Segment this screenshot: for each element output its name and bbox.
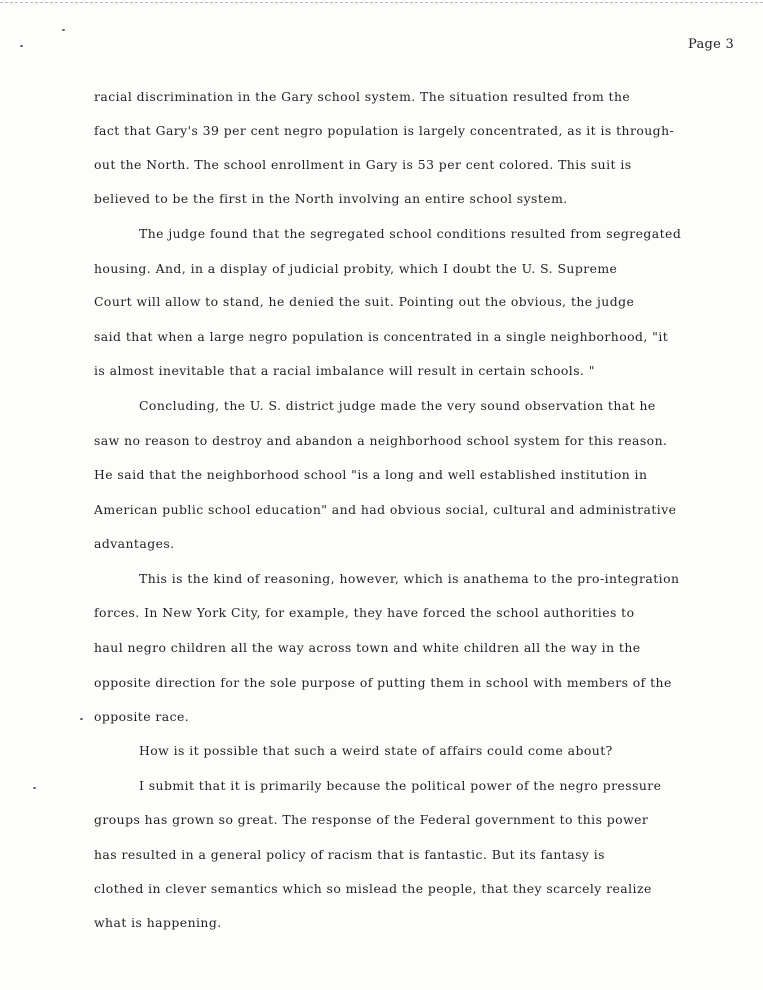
text-line: I submit that it is primarily because the political power of the negro pressure <box>139 778 662 793</box>
text-line: haul negro children all the way across town and white children all the way in the <box>94 640 641 655</box>
scan-speck <box>62 29 65 31</box>
text-line: believed to be the first in the North involving an entire school system. <box>94 191 568 206</box>
text-line: has resulted in a general policy of racism that is fantastic. But its fantasy is <box>94 847 605 862</box>
page-number: Page 3 <box>688 37 735 52</box>
text-line: racial discrimination in the Gary school system. The situation resulted from the <box>94 89 631 104</box>
text-line: groups has grown so great. The response of the Federal government to this power <box>94 812 649 827</box>
text-line: This is the kind of reasoning, however, which is anathema to the pro-integration <box>139 571 680 586</box>
text-line: what is happening. <box>94 915 222 930</box>
text-line: saw no reason to destroy and abandon a neighborhood school system for this reason. <box>94 433 668 448</box>
scan-speck <box>80 718 83 720</box>
text-line: housing. And, in a display of judicial probity, which I doubt the U. S. Supreme <box>94 261 618 276</box>
text-line: opposite direction for the sole purpose of putting them in school with members of the <box>94 675 672 690</box>
text-line: forces. In New York City, for example, they have forced the school authorities to <box>94 605 635 620</box>
text-line: How is it possible that such a weird state of affairs could come about? <box>139 743 613 758</box>
text-line: Court will allow to stand, he denied the suit. Pointing out the obvious, the judge <box>94 294 635 309</box>
page-top-edge <box>0 2 763 3</box>
text-line: fact that Gary's 39 per cent negro population is largely concentrated, as it is through- <box>94 123 675 138</box>
text-line: opposite race. <box>94 709 190 724</box>
scan-speck <box>33 787 36 789</box>
text-line: is almost inevitable that a racial imbalance will result in certain schools. " <box>94 363 595 378</box>
text-line: He said that the neighborhood school "is a long and well established institution in <box>94 467 648 482</box>
text-line: American public school education" and had obvious social, cultural and administrative <box>94 502 677 517</box>
text-line: clothed in clever semantics which so mislead the people, that they scarcely realize <box>94 881 652 896</box>
scan-speck <box>20 45 23 47</box>
text-line: said that when a large negro population is concentrated in a single neighborhood, "it <box>94 329 669 344</box>
text-line: advantages. <box>94 536 175 551</box>
text-line: Concluding, the U. S. district judge made the very sound observation that he <box>139 398 656 413</box>
text-line: out the North. The school enrollment in Gary is 53 per cent colored. This suit is <box>94 157 632 172</box>
text-line: The judge found that the segregated school conditions resulted from segregated <box>139 226 682 241</box>
